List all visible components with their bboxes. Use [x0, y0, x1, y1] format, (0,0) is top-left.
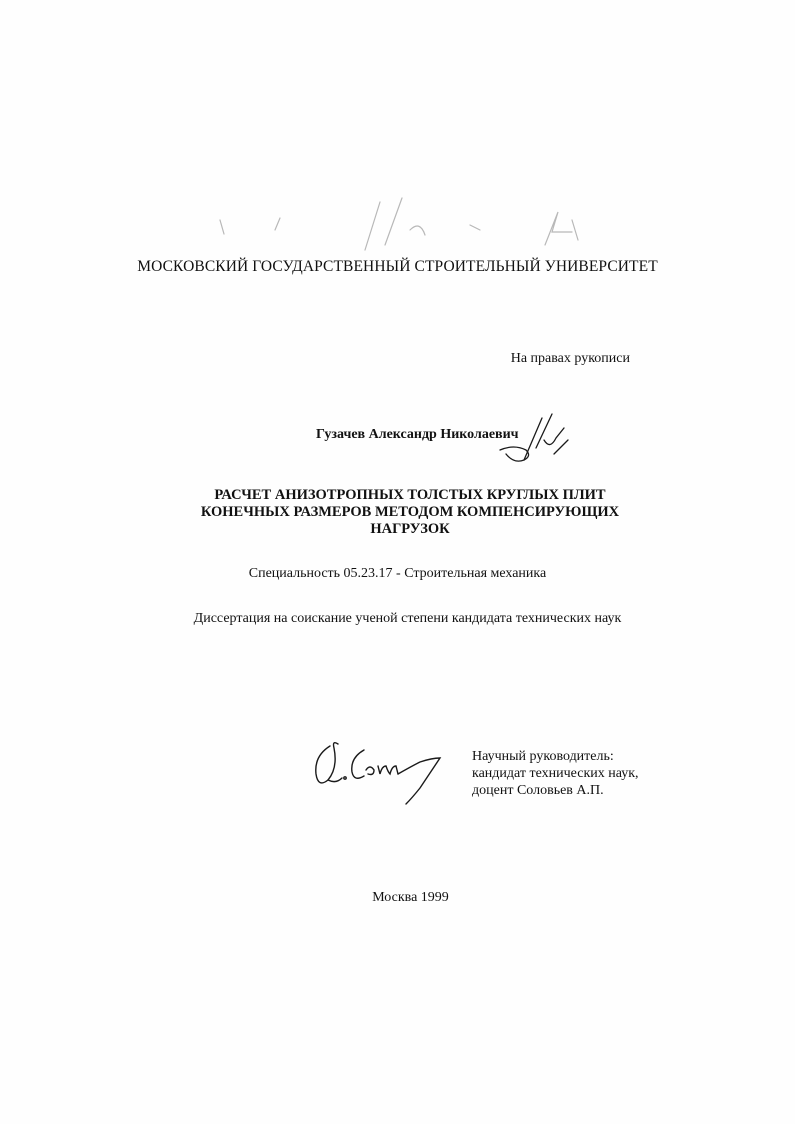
advisor-degree: кандидат технических наук, [472, 766, 639, 781]
dissertation-title [150, 487, 670, 538]
advisor-block [472, 748, 639, 799]
manuscript-rights-note: На правах рукописи [510, 351, 630, 366]
university-name: МОСКОВСКИЙ ГОСУДАРСТВЕННЫЙ СТРОИТЕЛЬНЫЙ УНИВЕРСИТЕТ [137, 258, 658, 275]
advisor-role: Научный руководитель: [472, 749, 614, 764]
title-line: РАСЧЕТ АНИЗОТРОПНЫХ ТОЛСТЫХ КРУГЛЫХ ПЛИТ [214, 487, 606, 503]
place-and-year: Москва 1999 [372, 890, 449, 905]
author-name: Гузачев Александр Николаевич [316, 427, 519, 442]
advisor-name: доцент Соловьев А.П. [472, 783, 604, 798]
specialty-line: Специальность 05.23.17 - Строительная механика [248, 566, 547, 581]
title-line: КОНЕЧНЫХ РАЗМЕРОВ МЕТОДОМ КОМПЕНСИРУЮЩИХ [200, 504, 620, 520]
title-line: НАГРУЗОК [370, 521, 450, 537]
library-stamp-mark [180, 190, 600, 260]
degree-line: Диссертация на соискание ученой степени кандидата технических наук [193, 611, 622, 626]
advisor-signature [308, 736, 458, 808]
author-signature [494, 410, 576, 470]
